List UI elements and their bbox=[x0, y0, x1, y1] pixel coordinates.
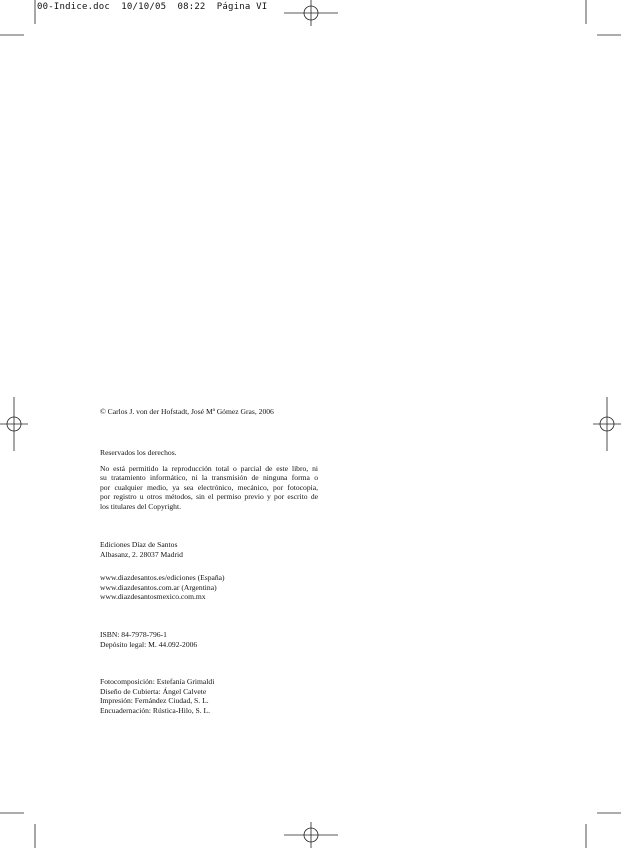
rights-notice-line: No está permitido la reproducción total o parcial de este libro, ni bbox=[100, 463, 318, 473]
registration-mark-bottom bbox=[284, 822, 338, 848]
website-line: www.diazdesantosmexico.com.mx bbox=[100, 592, 206, 602]
publisher-block bbox=[100, 540, 183, 559]
rights-notice bbox=[100, 464, 318, 512]
publisher-address: Albasanz, 2. 28037 Madrid bbox=[100, 549, 183, 559]
credit-line: Diseño de Cubierta: Ángel Calvete bbox=[100, 686, 207, 696]
rights-notice-line: su tratamiento informático, ni la transmisión de ninguna forma o bbox=[100, 473, 318, 483]
legal-block bbox=[100, 630, 197, 649]
rights-reserved: Reservados los derechos. bbox=[100, 448, 177, 457]
rights-notice-line: los titulares del Copyright. bbox=[100, 501, 181, 511]
publisher-name: Ediciones Díaz de Santos bbox=[100, 540, 178, 549]
copyright-block bbox=[100, 407, 274, 417]
registration-mark-right bbox=[593, 397, 621, 451]
deposit-line: Depósito legal: M. 44.092-2006 bbox=[100, 639, 198, 649]
registration-mark-left bbox=[0, 397, 28, 451]
registration-mark-top bbox=[284, 0, 338, 26]
rights-block bbox=[100, 448, 318, 512]
credit-line: Encuadernación: Rústica-Hilo, S. L. bbox=[100, 705, 211, 715]
credit-line: Impresión: Fernández Ciudad, S. L. bbox=[100, 696, 209, 706]
file-header: 00-Indice.doc 10/10/05 08:22 Página VI bbox=[37, 2, 268, 12]
copyright-line: © Carlos J. von der Hofstadt, José Mª Gómez Gras, 2006 bbox=[100, 407, 274, 416]
isbn-line: ISBN: 84-7978-796-1 bbox=[100, 630, 167, 639]
credit-line: Fotocomposición: Estefanía Grimaldi bbox=[100, 677, 215, 686]
rights-notice-line: por cualquier medio, ya sea electrónico, mecánico, por fotocopia, bbox=[100, 482, 318, 492]
website-line: www.diazdesantos.com.ar (Argentina) bbox=[100, 582, 217, 592]
credits-block bbox=[100, 677, 214, 715]
websites-block bbox=[100, 573, 225, 602]
rights-notice-line: por registro u otros métodos, sin el permiso previo y por escrito de bbox=[100, 492, 318, 502]
website-line: www.diazdesantos.es/ediciones (España) bbox=[100, 573, 225, 582]
